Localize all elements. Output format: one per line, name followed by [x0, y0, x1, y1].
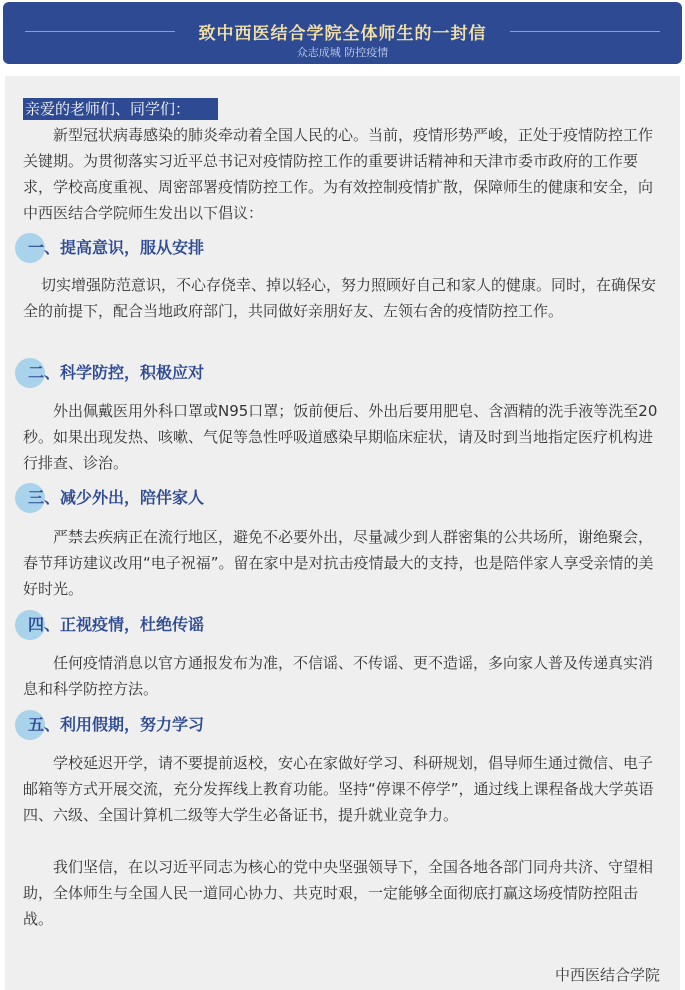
header-banner [3, 2, 682, 64]
section-heading-text: 三、减少外出，陪伴家人 [28, 488, 205, 507]
section-body-2: 外出佩戴医用外科口罩或N95口罩；饭前便后、外出后要用肥皂、含酒精的洗手液等洗至20秒。如果出现发热、咳嗽、气促等急性呼吸道感染早期临床症状，请及时到当地指定医疗机构进行排查、诊治。 [23, 402, 658, 472]
intro-paragraph: 新型冠状病毒感染的肺炎牵动着全国人民的心。当前，疫情形势严峻，正处于疫情防控工作关键期。为贯彻落实习近平总书记对疫情防控工作的重要讲话精神和天津市委市政府的工作要求，学校高度重视、周密部署疫情防控工作。为有效控制疫情扩散，保障师生的健康和安全，向中西医结合学院师生发出以下倡议： [23, 126, 654, 222]
page-subtitle: 众志成城 防控疫情 [296, 46, 389, 59]
section-body-3: 严禁去疾病正在流行地区，避免不必要外出，尽量减少到人群密集的公共场所，谢绝聚会，春节拜访建议改用“电子祝福”。留在家中是对抗击疫情最大的支持，也是陪伴家人享受亲情的美好时光。 [23, 528, 654, 598]
section-heading-text: 二、科学防控，积极应对 [28, 363, 205, 382]
section-heading-text: 一、提高意识，服从安排 [28, 238, 205, 257]
section-body-4: 任何疫情消息以官方通报发布为准，不信谣、不传谣、更不造谣，多向家人普及传递真实消息和科学防控方法。 [23, 654, 654, 698]
closing-paragraph: 我们坚信，在以习近平同志为核心的党中央坚强领导下，全国各地各部门同舟共济、守望相助，全体师生与全国人民一道同心协力、共克时艰，一定能够全面彻底打赢这场疫情防控阻击战。 [23, 858, 654, 928]
salutation: 亲爱的老师们、同学们： [23, 98, 218, 120]
signature: 中西医结合学院 [554, 966, 660, 984]
section-heading-text: 五、利用假期，努力学习 [28, 715, 205, 734]
letter-body [5, 76, 680, 990]
section-body-1: 切实增强防范意识，不心存侥幸、掉以轻心，努力照顾好自己和家人的健康。同时，在确保安全的前提下，配合当地政府部门，共同做好亲朋好友、左领右舍的疫情防控工作。 [23, 276, 657, 320]
page-title: 致中西医结合学院全体师生的一封信 [198, 24, 487, 44]
section-body-5: 学校延迟开学，请不要提前返校，安心在家做好学习、科研规划，倡导师生通过微信、电子邮箱等方式开展交流，充分发挥线上教育功能。坚持“停课不停学”，通过线上课程备战大学英语四、六级、全国计算机二级等大学生必备证书，提升就业竞争力。 [23, 754, 654, 824]
section-heading-text: 四、正视疫情，杜绝传谣 [28, 615, 205, 634]
